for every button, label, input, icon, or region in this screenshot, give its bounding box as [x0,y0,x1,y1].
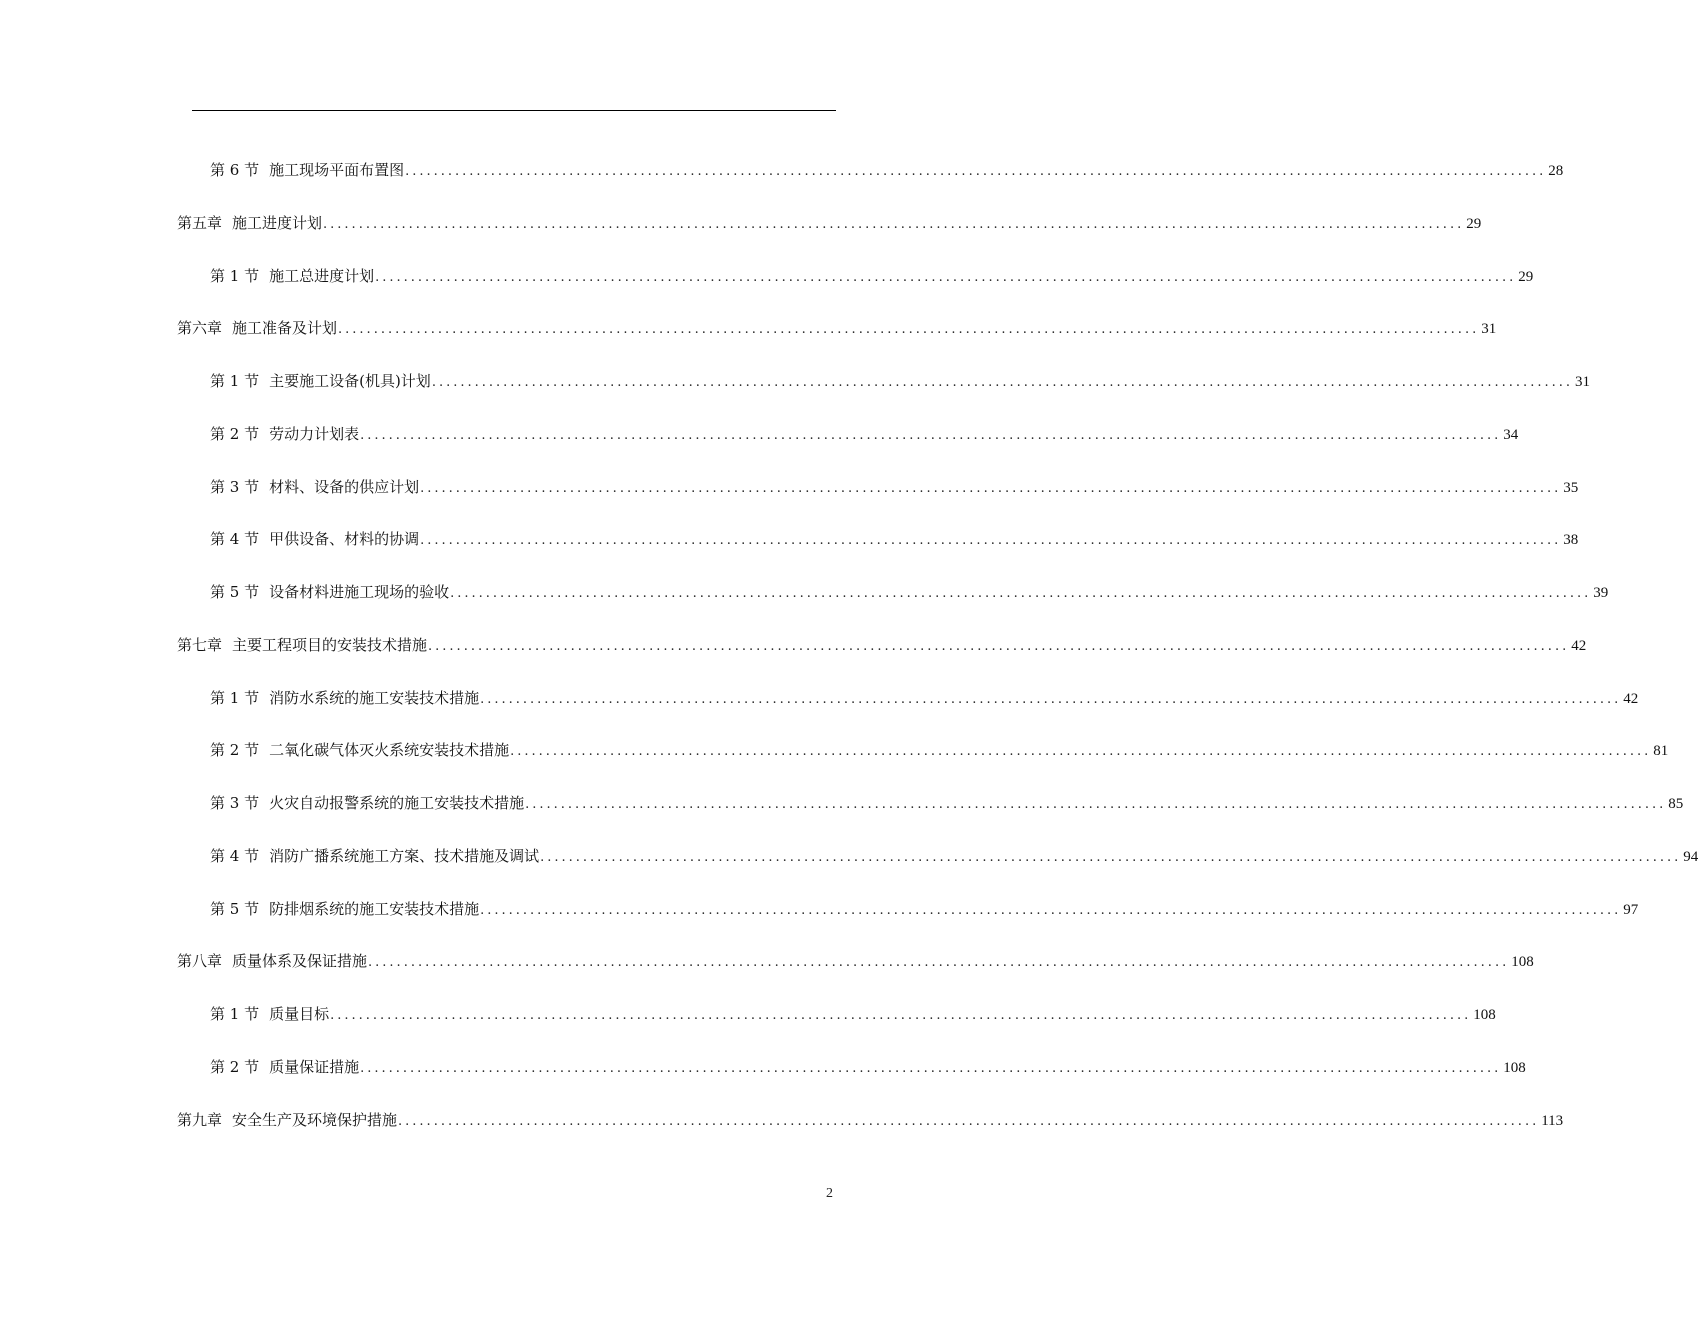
toc-dot-leader: ................................................................................................................................................................ [431,375,1573,390]
toc-entry-title: 消防水系统的施工安装技术措施 [269,688,480,707]
toc-entry-section[interactable] [210,527,1579,551]
toc-entry-page: 81 [1653,743,1669,760]
toc-entry-section[interactable] [210,422,1519,446]
toc-dot-leader: ................................................................................................................................................................ [428,638,1570,654]
toc-entry-title: 劳动力计划表 [269,424,360,443]
toc-entry-number: 第 1 节 [210,1005,260,1023]
toc-dot-leader: ................................................................................................................................................................ [323,216,1465,232]
toc-entry-page: 108 [1473,1007,1496,1023]
toc-entry-page: 85 [1668,796,1684,812]
toc-entry-number: 第 3 节 [210,794,260,812]
toc-dot-leader: ................................................................................................................................................................ [375,269,1517,285]
page-number: 2 [826,1186,833,1201]
toc-entry-number: 第 2 节 [210,424,260,443]
toc-dot-leader: ................................................................................................................................................................ [405,164,1547,179]
toc-entry-number: 第 2 节 [210,741,260,760]
toc-dot-leader: ................................................................................................................................................................ [360,1060,1502,1076]
toc-entry-title: 火灾自动报警系统的施工安装技术措施 [269,794,525,812]
toc-entry-chapter[interactable] [177,316,1497,340]
toc-dot-leader: ................................................................................................................................................................ [360,427,1502,443]
toc-entry-chapter[interactable] [177,949,1534,973]
toc-entry-title: 消防广播系统施工方案、技术措施及调试 [269,846,540,865]
toc-entry-title: 施工进度计划 [232,213,323,232]
toc-entry-chapter[interactable] [177,211,1482,235]
toc-entry-number: 第 6 节 [210,161,260,179]
toc-entry-number: 第六章 [177,319,223,338]
toc-entry-section[interactable] [210,1002,1496,1026]
toc-entry-page: 94 [1683,848,1698,865]
toc-entry-page: 28 [1548,163,1564,179]
toc-entry-page: 34 [1503,426,1519,443]
toc-entry-section[interactable] [210,1055,1526,1079]
toc-entry-section[interactable] [210,686,1639,710]
toc-entry-section[interactable] [210,738,1669,762]
toc-entry-title: 主要施工设备(机具)计划 [269,372,431,390]
toc-entry-title: 设备材料进施工现场的验收 [269,583,450,601]
toc-entry-title: 质量保证措施 [269,1057,360,1076]
toc-entry-page: 42 [1571,637,1587,654]
toc-entry-section[interactable] [210,369,1590,393]
toc-entry-title: 安全生产及环境保护措施 [232,1110,398,1129]
toc-dot-leader: ................................................................................................................................................................ [420,533,1562,549]
toc-dot-leader: ................................................................................................................................................................ [540,849,1682,865]
toc-entry-section[interactable] [210,264,1534,288]
toc-entry-number: 第 5 节 [210,583,260,601]
toc-entry-title: 质量目标 [269,1005,330,1023]
toc-entry-number: 第九章 [177,1110,223,1129]
toc-dot-leader: ................................................................................................................................................................ [368,955,1510,971]
toc-entry-number: 第八章 [177,952,223,971]
toc-entry-page: 35 [1563,479,1579,496]
toc-entry-section[interactable] [210,580,1609,604]
toc-entry-title: 防排烟系统的施工安装技术措施 [269,899,480,918]
toc-dot-leader: ................................................................................................................................................................ [330,1008,1472,1023]
toc-entry-page: 29 [1466,215,1482,232]
toc-entry-page: 108 [1511,954,1534,971]
toc-entry-section[interactable] [210,475,1579,499]
toc-dot-leader: ................................................................................................................................................................ [420,480,1562,496]
toc-entry-chapter[interactable] [177,1108,1564,1132]
toc-dot-leader: ................................................................................................................................................................ [450,586,1592,601]
toc-dot-leader: ................................................................................................................................................................ [510,744,1652,760]
toc-entry-page: 31 [1574,374,1590,390]
toc-entry-title: 甲供设备、材料的协调 [269,530,420,549]
toc-entry-number: 第 1 节 [210,372,260,390]
toc-entry-number: 第 1 节 [210,266,260,285]
toc-dot-leader: ................................................................................................................................................................ [338,322,1480,338]
toc-entry-title: 主要工程项目的安装技术措施 [232,635,428,654]
toc-entry-chapter[interactable] [177,633,1587,657]
toc-entry-page: 38 [1563,532,1579,549]
toc-entry-section[interactable] [210,897,1639,921]
toc-entry-title: 二氧化碳气体灭火系统安装技术措施 [269,741,510,760]
toc-entry-page: 42 [1623,690,1639,707]
toc-entry-number: 第五章 [177,213,223,232]
toc-entry-section[interactable] [210,791,1684,815]
toc-entry-number: 第 4 节 [210,530,260,549]
toc-entry-number: 第 2 节 [210,1057,260,1076]
toc-entry-title: 施工总进度计划 [269,266,375,285]
toc-entry-number: 第 3 节 [210,477,260,496]
toc-dot-leader: ................................................................................................................................................................ [480,691,1622,707]
toc-entry-number: 第 5 节 [210,899,260,918]
toc-entry-page: 113 [1541,1112,1564,1129]
toc-entry-title: 施工准备及计划 [232,319,338,338]
toc-entry-page: 29 [1518,268,1534,285]
toc-entry-title: 质量体系及保证措施 [232,952,368,971]
toc-entry-page: 97 [1623,901,1639,918]
toc-entry-title: 施工现场平面布置图 [269,161,405,179]
toc-entry-number: 第七章 [177,635,223,654]
toc-entry-page: 108 [1503,1059,1526,1076]
toc-dot-leader: ................................................................................................................................................................ [525,797,1667,812]
toc-dot-leader: ................................................................................................................................................................ [398,1113,1540,1129]
toc-entry-page: 39 [1593,585,1609,601]
toc-entry-number: 第 4 节 [210,846,260,865]
toc-entry-section[interactable] [210,158,1564,182]
toc-dot-leader: ................................................................................................................................................................ [480,902,1622,918]
toc-entry-number: 第 1 节 [210,688,260,707]
toc-entry-title: 材料、设备的供应计划 [269,477,420,496]
toc-entry-page: 31 [1481,321,1497,338]
toc-entry-section[interactable] [210,844,1698,868]
